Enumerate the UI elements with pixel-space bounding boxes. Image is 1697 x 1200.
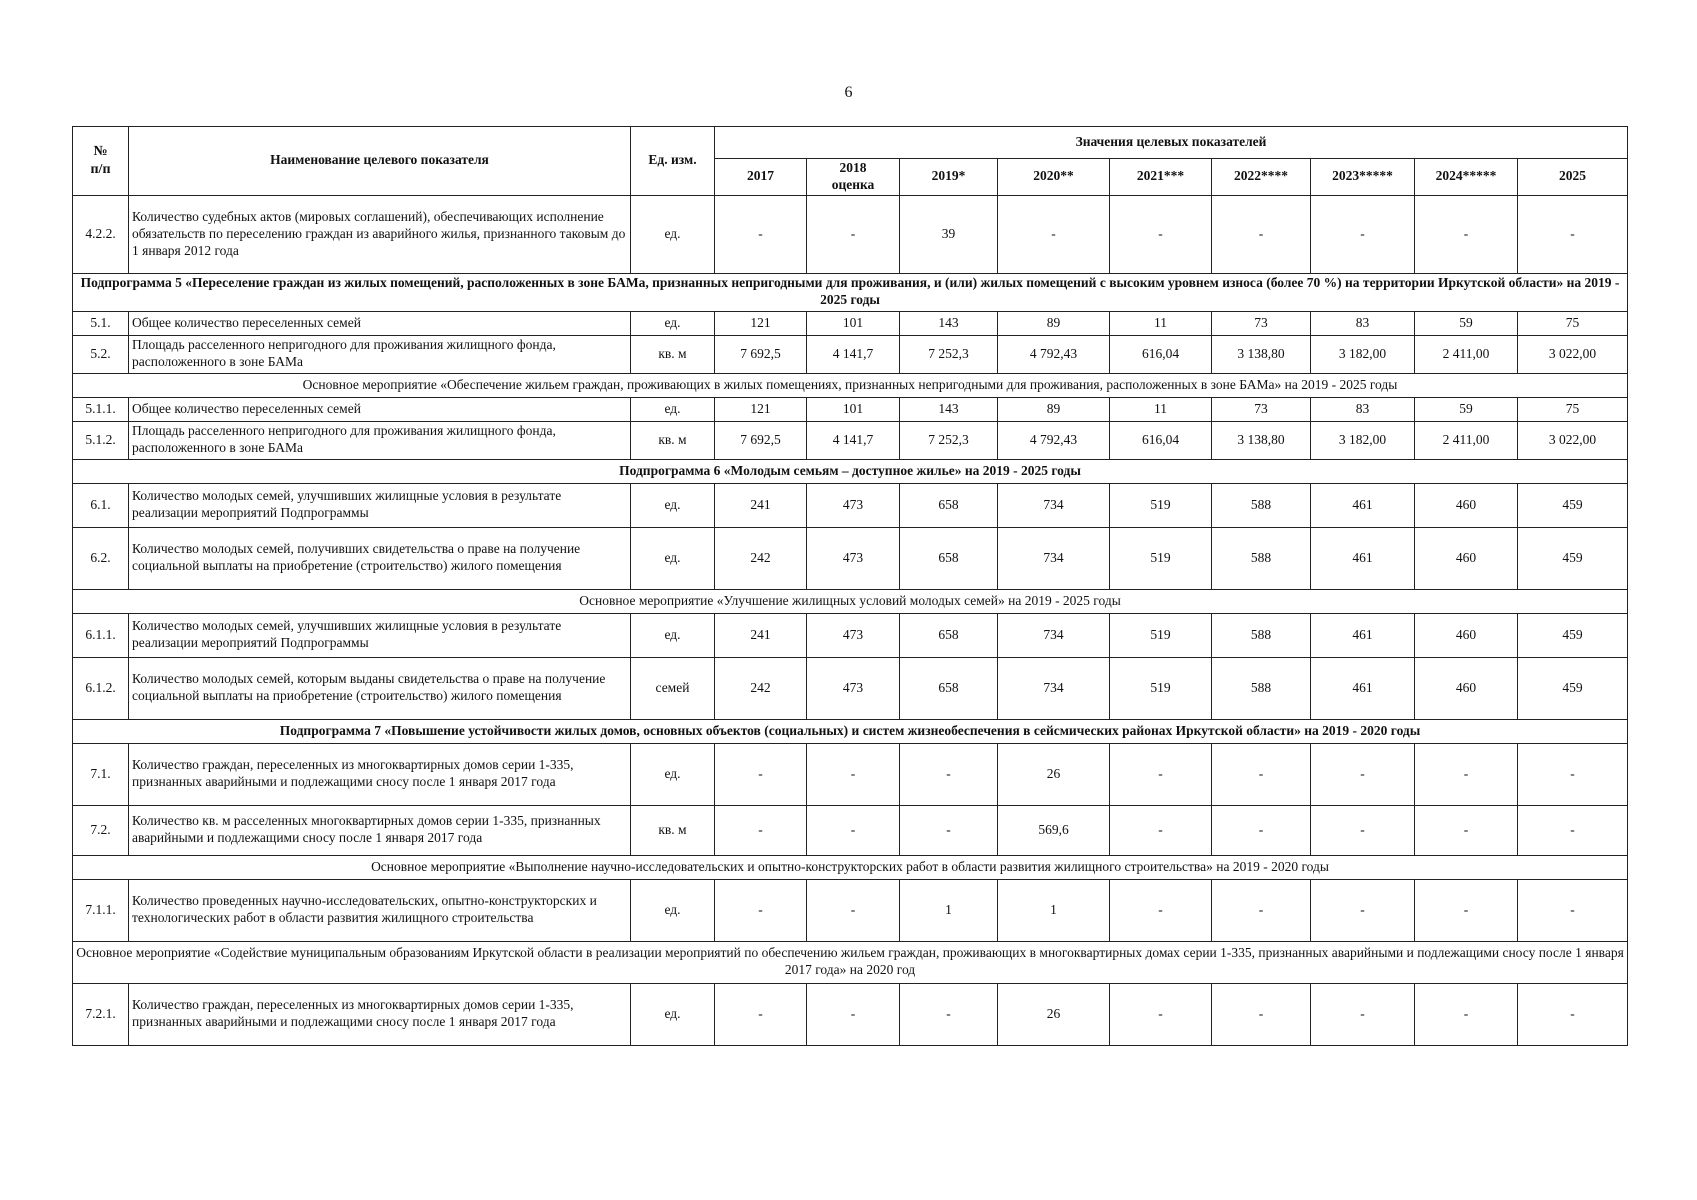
value-cell: - — [1311, 983, 1415, 1045]
value-cell: - — [1311, 743, 1415, 805]
value-cell: 83 — [1311, 397, 1415, 421]
value-cell: - — [1415, 743, 1518, 805]
header-year: 2024***** — [1415, 159, 1518, 196]
header-number: № п/п — [73, 127, 129, 196]
value-cell: 588 — [1212, 527, 1311, 589]
unit-cell: ед. — [631, 983, 715, 1045]
unit-cell: ед. — [631, 483, 715, 527]
value-cell: 39 — [900, 195, 998, 273]
indicator-name: Количество молодых семей, улучшивших жилищные условия в результате реализации мероприятий Подпрограммы — [129, 613, 631, 657]
table-row — [73, 527, 1628, 589]
row-number: 4.2.2. — [73, 195, 129, 273]
value-cell: - — [900, 805, 998, 855]
value-cell: 460 — [1415, 613, 1518, 657]
unit-cell: семей — [631, 657, 715, 719]
value-cell: 473 — [807, 483, 900, 527]
value-cell: - — [807, 879, 900, 941]
unit-cell: ед. — [631, 311, 715, 335]
measure-title: Основное мероприятие «Содействие муниципальным образованиям Иркутской области в реализации мероприятий по обеспечению жильем граждан, проживающих в многоквартирных домах серии 1-335, признанных аварийными и подлежащими сносу после 1 января 2017 года» на 2020 год — [73, 941, 1628, 983]
unit-cell: ед. — [631, 743, 715, 805]
value-cell: 4 141,7 — [807, 335, 900, 373]
value-cell: 616,04 — [1110, 335, 1212, 373]
value-cell: 7 252,3 — [900, 335, 998, 373]
value-cell: - — [807, 195, 900, 273]
value-cell: 73 — [1212, 311, 1311, 335]
value-cell: - — [1415, 879, 1518, 941]
subprogram-title: Подпрограмма 7 «Повышение устойчивости жилых домов, основных объектов (социальных) и систем жизнеобеспечения в сейсмических районах Иркутской области» на 2019 - 2020 годы — [73, 719, 1628, 743]
value-cell: 734 — [998, 657, 1110, 719]
value-cell: 460 — [1415, 527, 1518, 589]
row-number: 6.1.2. — [73, 657, 129, 719]
value-cell: - — [1518, 805, 1628, 855]
indicator-name: Общее количество переселенных семей — [129, 311, 631, 335]
value-cell: - — [1311, 805, 1415, 855]
table-row — [73, 483, 1628, 527]
header-year: 2017 — [715, 159, 807, 196]
target-indicators-table — [72, 126, 1628, 1046]
value-cell: 473 — [807, 657, 900, 719]
value-cell: 121 — [715, 397, 807, 421]
subprogram-row — [73, 273, 1628, 311]
table-header — [73, 127, 1628, 196]
unit-cell: ед. — [631, 527, 715, 589]
table-row — [73, 421, 1628, 459]
measure-title: Основное мероприятие «Выполнение научно-исследовательских и опытно-конструкторских работ в области развития жилищного строительства» на 2019 - 2020 годы — [73, 855, 1628, 879]
indicator-name: Количество проведенных научно-исследовательских, опытно-конструкторских и технологических работ в области развития жилищного строительства — [129, 879, 631, 941]
table-row — [73, 335, 1628, 373]
unit-cell: кв. м — [631, 805, 715, 855]
value-cell: - — [1110, 805, 1212, 855]
value-cell: - — [998, 195, 1110, 273]
value-cell: 3 022,00 — [1518, 421, 1628, 459]
value-cell: 473 — [807, 613, 900, 657]
indicator-name: Количество молодых семей, улучшивших жилищные условия в результате реализации мероприятий Подпрограммы — [129, 483, 631, 527]
value-cell: 461 — [1311, 657, 1415, 719]
value-cell: - — [1415, 983, 1518, 1045]
measure-title: Основное мероприятие «Обеспечение жильем граждан, проживающих в жилых помещениях, признанных непригодными для проживания, расположенных в зоне БАМа» на 2019 - 2025 годы — [73, 373, 1628, 397]
value-cell: 143 — [900, 311, 998, 335]
value-cell: 658 — [900, 613, 998, 657]
value-cell: 121 — [715, 311, 807, 335]
value-cell: 11 — [1110, 397, 1212, 421]
value-cell: 3 138,80 — [1212, 335, 1311, 373]
value-cell: - — [1212, 805, 1311, 855]
value-cell: 658 — [900, 657, 998, 719]
header-year: 2023***** — [1311, 159, 1415, 196]
header-year: 2022**** — [1212, 159, 1311, 196]
value-cell: 734 — [998, 483, 1110, 527]
value-cell: - — [1212, 879, 1311, 941]
value-cell: 75 — [1518, 311, 1628, 335]
value-cell: 461 — [1311, 527, 1415, 589]
value-cell: - — [715, 805, 807, 855]
value-cell: 241 — [715, 483, 807, 527]
unit-cell: кв. м — [631, 335, 715, 373]
value-cell: 616,04 — [1110, 421, 1212, 459]
value-cell: 4 792,43 — [998, 421, 1110, 459]
unit-cell: ед. — [631, 195, 715, 273]
unit-cell: ед. — [631, 613, 715, 657]
value-cell: 75 — [1518, 397, 1628, 421]
value-cell: 83 — [1311, 311, 1415, 335]
row-number: 5.1. — [73, 311, 129, 335]
value-cell: 2 411,00 — [1415, 421, 1518, 459]
value-cell: 1 — [900, 879, 998, 941]
value-cell: 242 — [715, 527, 807, 589]
value-cell: - — [1518, 879, 1628, 941]
header-year: 2025 — [1518, 159, 1628, 196]
value-cell: 588 — [1212, 613, 1311, 657]
table-row — [73, 805, 1628, 855]
value-cell: 460 — [1415, 483, 1518, 527]
value-cell: - — [1311, 879, 1415, 941]
indicator-name: Количество молодых семей, получивших свидетельства о праве на получение социальной выплаты на приобретение (строительство) жилого помещения — [129, 527, 631, 589]
subprogram-row — [73, 459, 1628, 483]
measure-row — [73, 855, 1628, 879]
header-year: 2021*** — [1110, 159, 1212, 196]
table-row — [73, 195, 1628, 273]
table-body — [73, 195, 1628, 1045]
value-cell: 101 — [807, 311, 900, 335]
value-cell: 101 — [807, 397, 900, 421]
unit-cell: ед. — [631, 879, 715, 941]
table-row — [73, 879, 1628, 941]
value-cell: 11 — [1110, 311, 1212, 335]
value-cell: 734 — [998, 613, 1110, 657]
value-cell: 89 — [998, 397, 1110, 421]
value-cell: - — [715, 195, 807, 273]
value-cell: - — [1110, 983, 1212, 1045]
value-cell: - — [1212, 983, 1311, 1045]
value-cell: 658 — [900, 527, 998, 589]
table-row — [73, 311, 1628, 335]
value-cell: - — [1518, 983, 1628, 1045]
value-cell: 461 — [1311, 613, 1415, 657]
value-cell: 519 — [1110, 613, 1212, 657]
row-number: 7.1. — [73, 743, 129, 805]
value-cell: 461 — [1311, 483, 1415, 527]
value-cell: 242 — [715, 657, 807, 719]
value-cell: - — [807, 983, 900, 1045]
unit-cell: ед. — [631, 397, 715, 421]
indicator-name: Общее количество переселенных семей — [129, 397, 631, 421]
value-cell: 3 022,00 — [1518, 335, 1628, 373]
row-number: 7.1.1. — [73, 879, 129, 941]
value-cell: - — [1212, 743, 1311, 805]
value-cell: - — [715, 983, 807, 1045]
row-number: 7.2.1. — [73, 983, 129, 1045]
indicator-name: Количество молодых семей, которым выданы свидетельства о праве на получение социальной выплаты на приобретение (строительство) жилого помещения — [129, 657, 631, 719]
table-row — [73, 657, 1628, 719]
indicator-name: Количество кв. м расселенных многоквартирных домов серии 1-335, признанных аварийными и подлежащими сносу после 1 января 2017 года — [129, 805, 631, 855]
row-number: 6.1.1. — [73, 613, 129, 657]
value-cell: 3 182,00 — [1311, 421, 1415, 459]
table-row — [73, 983, 1628, 1045]
value-cell: 59 — [1415, 311, 1518, 335]
value-cell: - — [1110, 195, 1212, 273]
value-cell: - — [715, 879, 807, 941]
value-cell: 4 141,7 — [807, 421, 900, 459]
value-cell: - — [807, 805, 900, 855]
value-cell: - — [807, 743, 900, 805]
header-year: 2020** — [998, 159, 1110, 196]
value-cell: 1 — [998, 879, 1110, 941]
value-cell: 588 — [1212, 483, 1311, 527]
measure-row — [73, 941, 1628, 983]
indicator-name: Количество судебных актов (мировых соглашений), обеспечивающих исполнение обязательств по переселению граждан из аварийного жилья, признанного таковым до 1 января 2012 года — [129, 195, 631, 273]
value-cell: 519 — [1110, 483, 1212, 527]
value-cell: 143 — [900, 397, 998, 421]
unit-cell: кв. м — [631, 421, 715, 459]
header-unit: Ед. изм. — [631, 127, 715, 196]
page-number: 6 — [844, 84, 853, 101]
table-row — [73, 743, 1628, 805]
value-cell: 519 — [1110, 657, 1212, 719]
subprogram-title: Подпрограмма 6 «Молодым семьям – доступное жилье» на 2019 - 2025 годы — [73, 459, 1628, 483]
value-cell: 7 692,5 — [715, 335, 807, 373]
value-cell: 459 — [1518, 613, 1628, 657]
value-cell: - — [900, 983, 998, 1045]
row-number: 6.1. — [73, 483, 129, 527]
value-cell: 569,6 — [998, 805, 1110, 855]
value-cell: - — [1110, 743, 1212, 805]
value-cell: 3 182,00 — [1311, 335, 1415, 373]
value-cell: 4 792,43 — [998, 335, 1110, 373]
subprogram-title: Подпрограмма 5 «Переселение граждан из жилых помещений, расположенных в зоне БАМа, признанных непригодными для проживания, и (или) жилых помещений с высоким уровнем износа (более 70 %) на территории Иркутской области» на 2019 - 2025 годы — [73, 273, 1628, 311]
row-number: 5.1.1. — [73, 397, 129, 421]
value-cell: 2 411,00 — [1415, 335, 1518, 373]
indicator-name: Количество граждан, переселенных из многоквартирных домов серии 1-335, признанных аварийными и подлежащими сносу после 1 января 2017 года — [129, 983, 631, 1045]
value-cell: 26 — [998, 983, 1110, 1045]
value-cell: 460 — [1415, 657, 1518, 719]
measure-row — [73, 373, 1628, 397]
value-cell: 459 — [1518, 483, 1628, 527]
row-number: 6.2. — [73, 527, 129, 589]
value-cell: 658 — [900, 483, 998, 527]
value-cell: 459 — [1518, 657, 1628, 719]
value-cell: 734 — [998, 527, 1110, 589]
value-cell: - — [715, 743, 807, 805]
value-cell: 89 — [998, 311, 1110, 335]
value-cell: - — [1518, 743, 1628, 805]
value-cell: - — [1518, 195, 1628, 273]
value-cell: 7 252,3 — [900, 421, 998, 459]
value-cell: 3 138,80 — [1212, 421, 1311, 459]
table-row — [73, 613, 1628, 657]
value-cell: - — [900, 743, 998, 805]
value-cell: 59 — [1415, 397, 1518, 421]
value-cell: - — [1415, 805, 1518, 855]
table-row — [73, 397, 1628, 421]
value-cell: - — [1110, 879, 1212, 941]
value-cell: 73 — [1212, 397, 1311, 421]
value-cell: 241 — [715, 613, 807, 657]
value-cell: - — [1212, 195, 1311, 273]
row-number: 5.2. — [73, 335, 129, 373]
value-cell: 588 — [1212, 657, 1311, 719]
header-indicator-name: Наименование целевого показателя — [129, 127, 631, 196]
indicator-name: Площадь расселенного непригодного для проживания жилищного фонда, расположенного в зоне БАМа — [129, 421, 631, 459]
value-cell: 7 692,5 — [715, 421, 807, 459]
header-year: 2019* — [900, 159, 998, 196]
row-number: 5.1.2. — [73, 421, 129, 459]
value-cell: - — [1311, 195, 1415, 273]
subprogram-row — [73, 719, 1628, 743]
value-cell: 459 — [1518, 527, 1628, 589]
row-number: 7.2. — [73, 805, 129, 855]
header-year: 2018 оценка — [807, 159, 900, 196]
measure-row — [73, 589, 1628, 613]
value-cell: 519 — [1110, 527, 1212, 589]
value-cell: - — [1415, 195, 1518, 273]
header-values-group: Значения целевых показателей — [715, 127, 1628, 159]
indicator-name: Площадь расселенного непригодного для проживания жилищного фонда, расположенного в зоне БАМа — [129, 335, 631, 373]
value-cell: 473 — [807, 527, 900, 589]
measure-title: Основное мероприятие «Улучшение жилищных условий молодых семей» на 2019 - 2025 годы — [73, 589, 1628, 613]
value-cell: 26 — [998, 743, 1110, 805]
indicator-name: Количество граждан, переселенных из многоквартирных домов серии 1-335, признанных аварийными и подлежащими сносу после 1 января 2017 года — [129, 743, 631, 805]
